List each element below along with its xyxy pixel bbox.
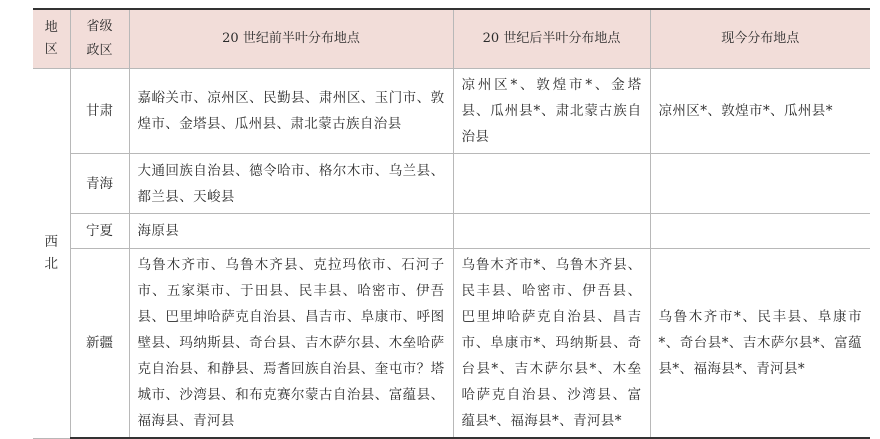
late-cell (453, 154, 650, 214)
early-cell: 大通回族自治县、德令哈市、格尔木市、乌兰县、都兰县、天峻县 (129, 154, 453, 214)
late-cell: 凉州区*、敦煌市*、金塔县、瓜州县*、肃北蒙古族自治县 (453, 69, 650, 154)
current-cell: 乌鲁木齐市*、民丰县、阜康市*、奇台县*、吉木萨尔县*、富蕴县*、福海县*、青河县* (650, 249, 870, 439)
header-province: 省级政区 (70, 9, 129, 69)
early-cell: 嘉峪关市、凉州区、民勤县、肃州区、玉门市、敦煌市、金塔县、瓜州县、肃北蒙古族自治县 (129, 69, 453, 154)
late-cell: 乌鲁木齐市*、乌鲁木齐县、民丰县、哈密市、伊吾县、巴里坤哈萨克自治县、昌吉市、阜康市*、玛纳斯县、奇台县*、吉木萨尔县*、木垒哈萨克自治县、沙湾县、富蕴县*、福海县*、青河县* (453, 249, 650, 439)
table-row-ningxia (33, 214, 870, 249)
table-row-gansu (33, 69, 870, 154)
header-region: 地区 (33, 9, 70, 69)
current-cell: 凉州区*、敦煌市*、瓜州县* (650, 69, 870, 154)
region-cell: 西北 (33, 69, 70, 439)
province-cell: 甘肃 (70, 69, 129, 154)
distribution-table (33, 8, 870, 439)
header-early-20th: 20 世纪前半叶分布地点 (129, 9, 453, 69)
header-row (33, 9, 870, 69)
late-cell (453, 214, 650, 249)
province-cell: 新疆 (70, 249, 129, 439)
table-row-xinjiang (33, 249, 870, 439)
early-cell: 海原县 (129, 214, 453, 249)
early-cell: 乌鲁木齐市、乌鲁木齐县、克拉玛依市、石河子市、五家渠市、于田县、民丰县、哈密市、伊吾县、巴里坤哈萨克自治县、昌吉市、阜康市、呼图壁县、玛纳斯县、奇台县、吉木萨尔县、木垒哈萨克自治县、和静县、焉耆回族自治县、奎屯市？塔城市、沙湾县、和布克赛尔蒙古自治县、富蕴县、福海县、青河县 (129, 249, 453, 439)
distribution-table-container (33, 8, 870, 439)
current-cell (650, 214, 870, 249)
header-late-20th: 20 世纪后半叶分布地点 (453, 9, 650, 69)
province-cell: 青海 (70, 154, 129, 214)
header-current: 现今分布地点 (650, 9, 870, 69)
province-cell: 宁夏 (70, 214, 129, 249)
current-cell (650, 154, 870, 214)
table-row-qinghai (33, 154, 870, 214)
